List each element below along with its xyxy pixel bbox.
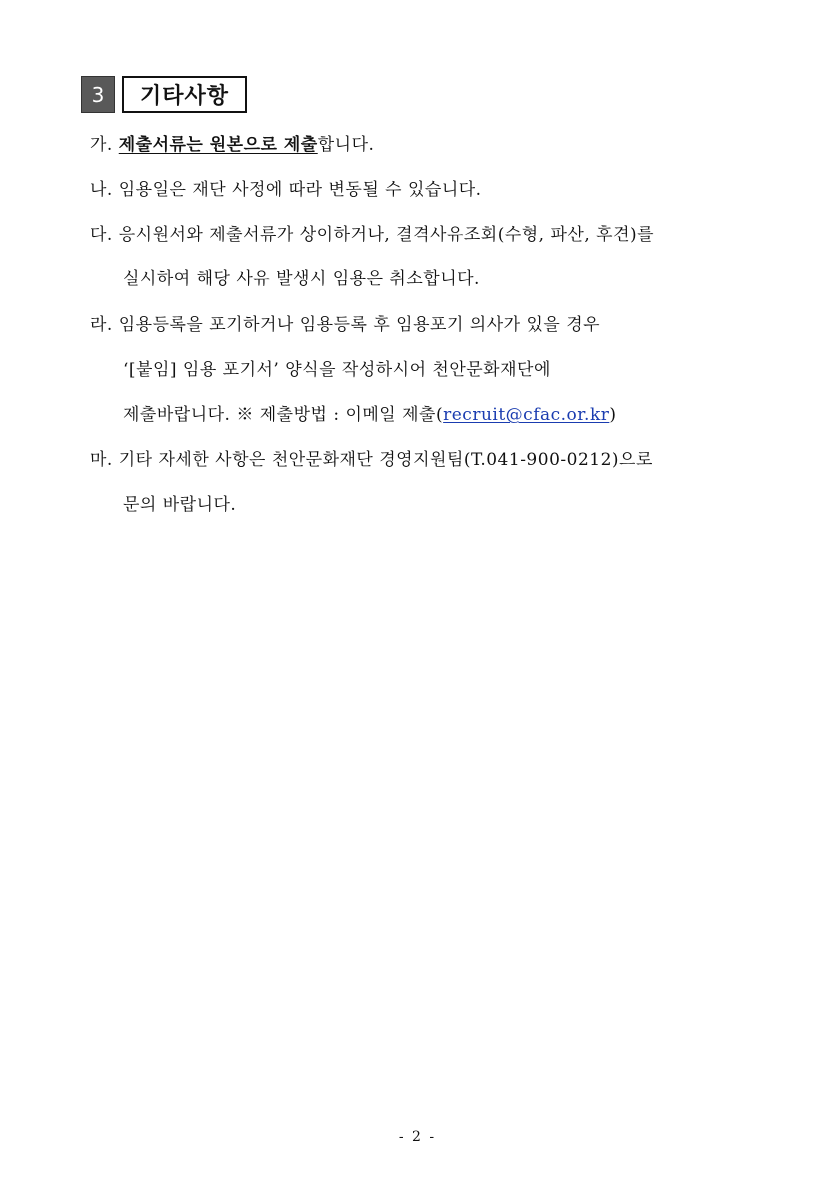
item-ma-line2 bbox=[123, 490, 236, 515]
item-text: 문의 바랍니다. bbox=[123, 495, 237, 515]
item-marker: 가. bbox=[90, 135, 113, 155]
item-text: 제출바랍니다. ※ 제출방법 : 이메일 제출( bbox=[123, 405, 444, 425]
page-number: - 2 - bbox=[398, 1129, 437, 1145]
section-gap bbox=[115, 76, 122, 113]
item-ra-line3 bbox=[123, 400, 617, 425]
item-na bbox=[90, 175, 482, 200]
item-text: 실시하여 해당 사유 발생시 임용은 취소합니다. bbox=[123, 269, 480, 289]
item-text: 응시원서와 제출서류가 상이하거나, 결격사유조회(수형, 파산, 후견)를 bbox=[118, 225, 655, 245]
item-marker: 나. bbox=[90, 180, 113, 200]
item-da-line2 bbox=[123, 264, 480, 289]
item-text: 임용일은 재단 사정에 따라 변동될 수 있습니다. bbox=[118, 180, 482, 200]
item-marker: 다. bbox=[90, 225, 113, 245]
section-header bbox=[81, 76, 247, 113]
item-text: 합니다. bbox=[317, 135, 375, 155]
email-link[interactable]: recruit@cfac.or.kr bbox=[443, 405, 610, 425]
item-marker: 마. bbox=[90, 450, 113, 470]
item-ga bbox=[90, 130, 374, 155]
section-number: 3 bbox=[81, 76, 115, 113]
item-ra-line2 bbox=[123, 355, 551, 380]
item-ma-line1 bbox=[90, 445, 653, 470]
item-da-line1 bbox=[90, 220, 654, 245]
item-text: ) bbox=[609, 405, 617, 425]
item-ra-line1 bbox=[90, 310, 600, 335]
item-emphasis: 제출서류는 원본으로 제출 bbox=[118, 135, 318, 155]
item-text: 기타 자세한 사항은 천안문화재단 경영지원팀(T.041-900-0212)으로 bbox=[118, 450, 653, 470]
item-text: 임용등록을 포기하거나 임용등록 후 임용포기 의사가 있을 경우 bbox=[118, 315, 601, 335]
section-title: 기타사항 bbox=[122, 76, 247, 113]
item-marker: 라. bbox=[90, 315, 113, 335]
item-text: ‘[붙임] 임용 포기서’ 양식을 작성하시어 천안문화재단에 bbox=[123, 360, 551, 380]
